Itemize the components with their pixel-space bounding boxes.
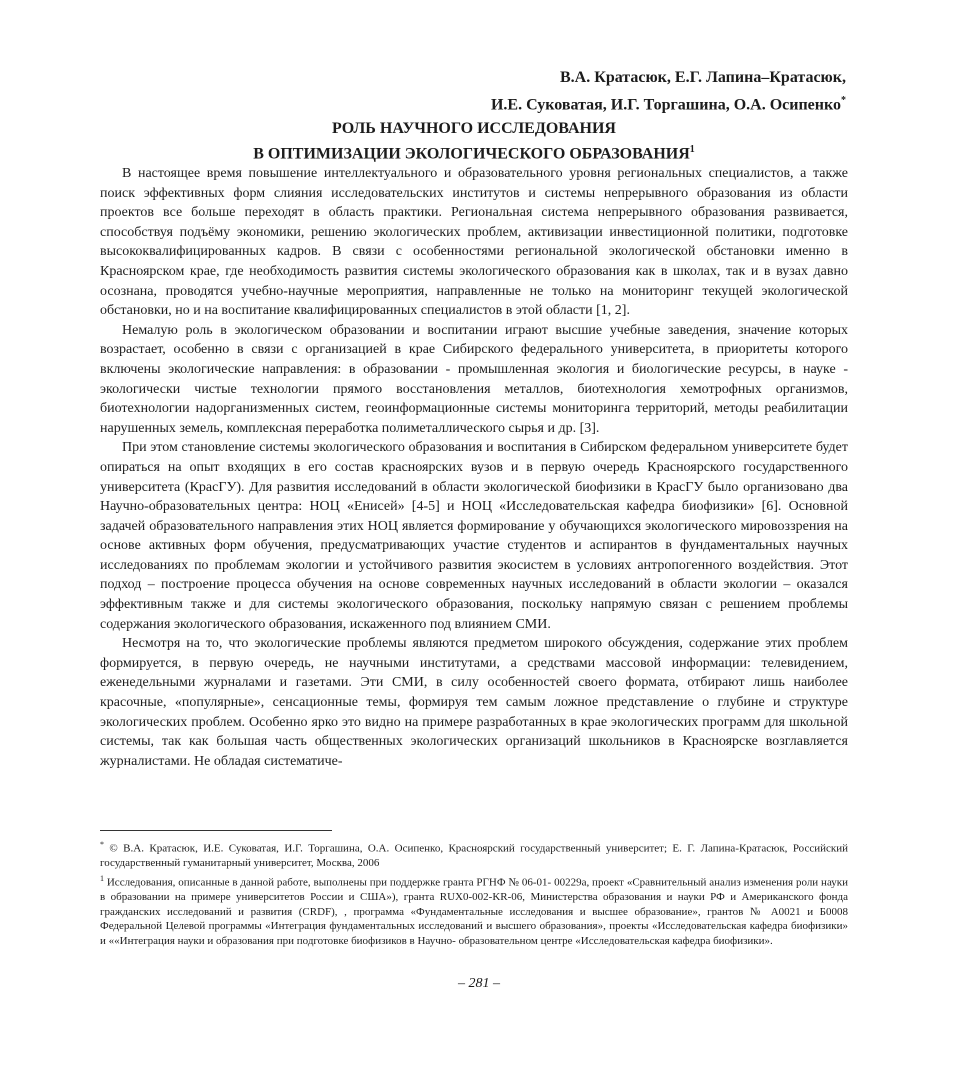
author-footnote-mark: * [841,95,846,106]
author-line-2-text: И.Е. Суковатая, И.Г. Торгашина, О.А. Осипенко [490,96,841,114]
title-line-2 [100,139,848,164]
author-block [491,66,846,116]
author-line-2 [491,89,846,116]
article-body [100,164,848,771]
footnote-copyright-mark: * [100,840,104,849]
footnote-funding [100,872,848,949]
title-line-1: РОЛЬ НАУЧНОГО ИССЛЕДОВАНИЯ [332,120,616,137]
author-line-1: В.А. Кратасюк, Е.Г. Лапина–Кратасюк, [559,69,846,86]
footnote-funding-text: Исследования, описанные в данной работе, выполнены при поддержке гранта РГНФ № 06-01- 00229а, проект «Сравнительный анализ изменения роли науки в образовании на примере университетов России и США»), гранта RUX0-002-KR-06, Министерства образования и науки РФ и Американского фонда гражданских исследований и развития (CRDF), , программа «Фундаментальные исследования и высшее образование», грантов № А0021 и Б0008 Федеральной Целевой программы «Интеграция фундаментальных исследований и высшего образования», проекты «Исследовательская кафедра биофизики» и ««Интеграция науки и образования при подготовке биофизиков в Научно- образовательном центре «Исследовательская кафедра биофизики». [100,876,848,947]
paragraph-2: Немалую роль в экологическом образовании и воспитании играют высшие учебные заведения, значение которых возрастает, особенно в связи с организацией в крае Сибирского федерального университета, в приоритеты которого включены экологические направления: в образовании - промышленная экология и биологические ресурсы, в науке - экологически чистые технологии прямого восстановления металлов, биотехнология хемотрофных организмов, биотехнологии надорганизменных систем, геоинформационные системы мониторинга территорий, методы реабилитации нарушенных земель, комплексная переработка полиметаллического сырья и др. [3]. [100,322,848,436]
page-number: – 281 – [458,976,500,991]
paragraph-3: При этом становление системы экологического образования и воспитания в Сибирском федеральном университете будет опираться на опыт входящих в его состав красноярских вузов и в первую очередь Красноярского государственного университета (КрасГУ). Для развития исследований в области экологической биофизики в КрасГУ было организовано два Научно-образовательных центра: НОЦ «Енисей» [4-5] и НОЦ «Исследовательская кафедра биофизики» [6]. Основной задачей образовательного направления этих НОЦ является формирование у обучающихся экологического мировоззрения на основе активных форм обучения, предусматривающих участие студентов и аспирантов в фундаментальных научных исследованиях по проблемам экологии и устойчивого развития экосистем в условиях антропогенного воздействия. Этот подход – построение процесса обучения на основе современных научных исследований в области экологии – оказался эффективным также и для системы экологического образования, поскольку напрямую связан с решением проблемы содержания экологического образования, искаженного под влиянием СМИ. [100,440,848,632]
footnote-copyright [100,838,848,871]
footnote-funding-mark: 1 [100,873,104,883]
paragraph-1: В настоящее время повышение интеллектуального и образовательного уровня региональных специалистов, а также поиск эффективных форм слияния исследовательских институтов и системы непрерывного образования из области проектов все больше переходят в область практики. Региональная система непрерывного образования развивается, способствуя подъёму экономики, решению экологических проблем, активизации инвестиционной политики, подготовке высококвалифицированных кадров. В связи с особенностями региональной экологической обстановки именно в Красноярском крае, где необходимость развития системы экологического образования как в школах, так и в вузах давно осознана, проводятся учебно-научные мероприятия, направленные не только на мониторинг текущей экологической обстановки, но и на воспитание квалифицированных специалистов в этой области [1, 2]. [100,166,848,319]
title-footnote-mark: 1 [689,144,695,155]
title-line-2-text: В ОПТИМИЗАЦИИ ЭКОЛОГИЧЕСКОГО ОБРАЗОВАНИЯ [253,145,690,163]
footnotes [100,838,848,949]
paragraph-4: Несмотря на то, что экологические проблемы являются предметом широкого обсуждения, содержание этих проблем формируется, в первую очередь, не научными институтами, а средствами массовой информации: телевидением, еженедельными журналами и газетами. Эти СМИ, в силу особенностей своего формата, отбирают лишь наиболее красочные, «популярные», сенсационные темы, формируя тем самым ложное представление о глубине и структуре экологических проблем. Особенно ярко это видно на примере разработанных в крае экологических программ для школьной системы, так как большая часть общественных экологических организаций школьников в Красноярске возглавляется журналистами. Не обладая систематиче- [100,636,848,769]
footnote-divider [100,830,332,831]
article-title [100,118,848,164]
footnote-copyright-text: © В.А. Кратасюк, И.Е. Суковатая, И.Г. Торгашина, О.А. Осипенко, Красноярский государственный университет; Е. Г. Лапина-Кратасюк, Российский государственный гуманитарный университет, Москва, 2006 [100,842,848,870]
